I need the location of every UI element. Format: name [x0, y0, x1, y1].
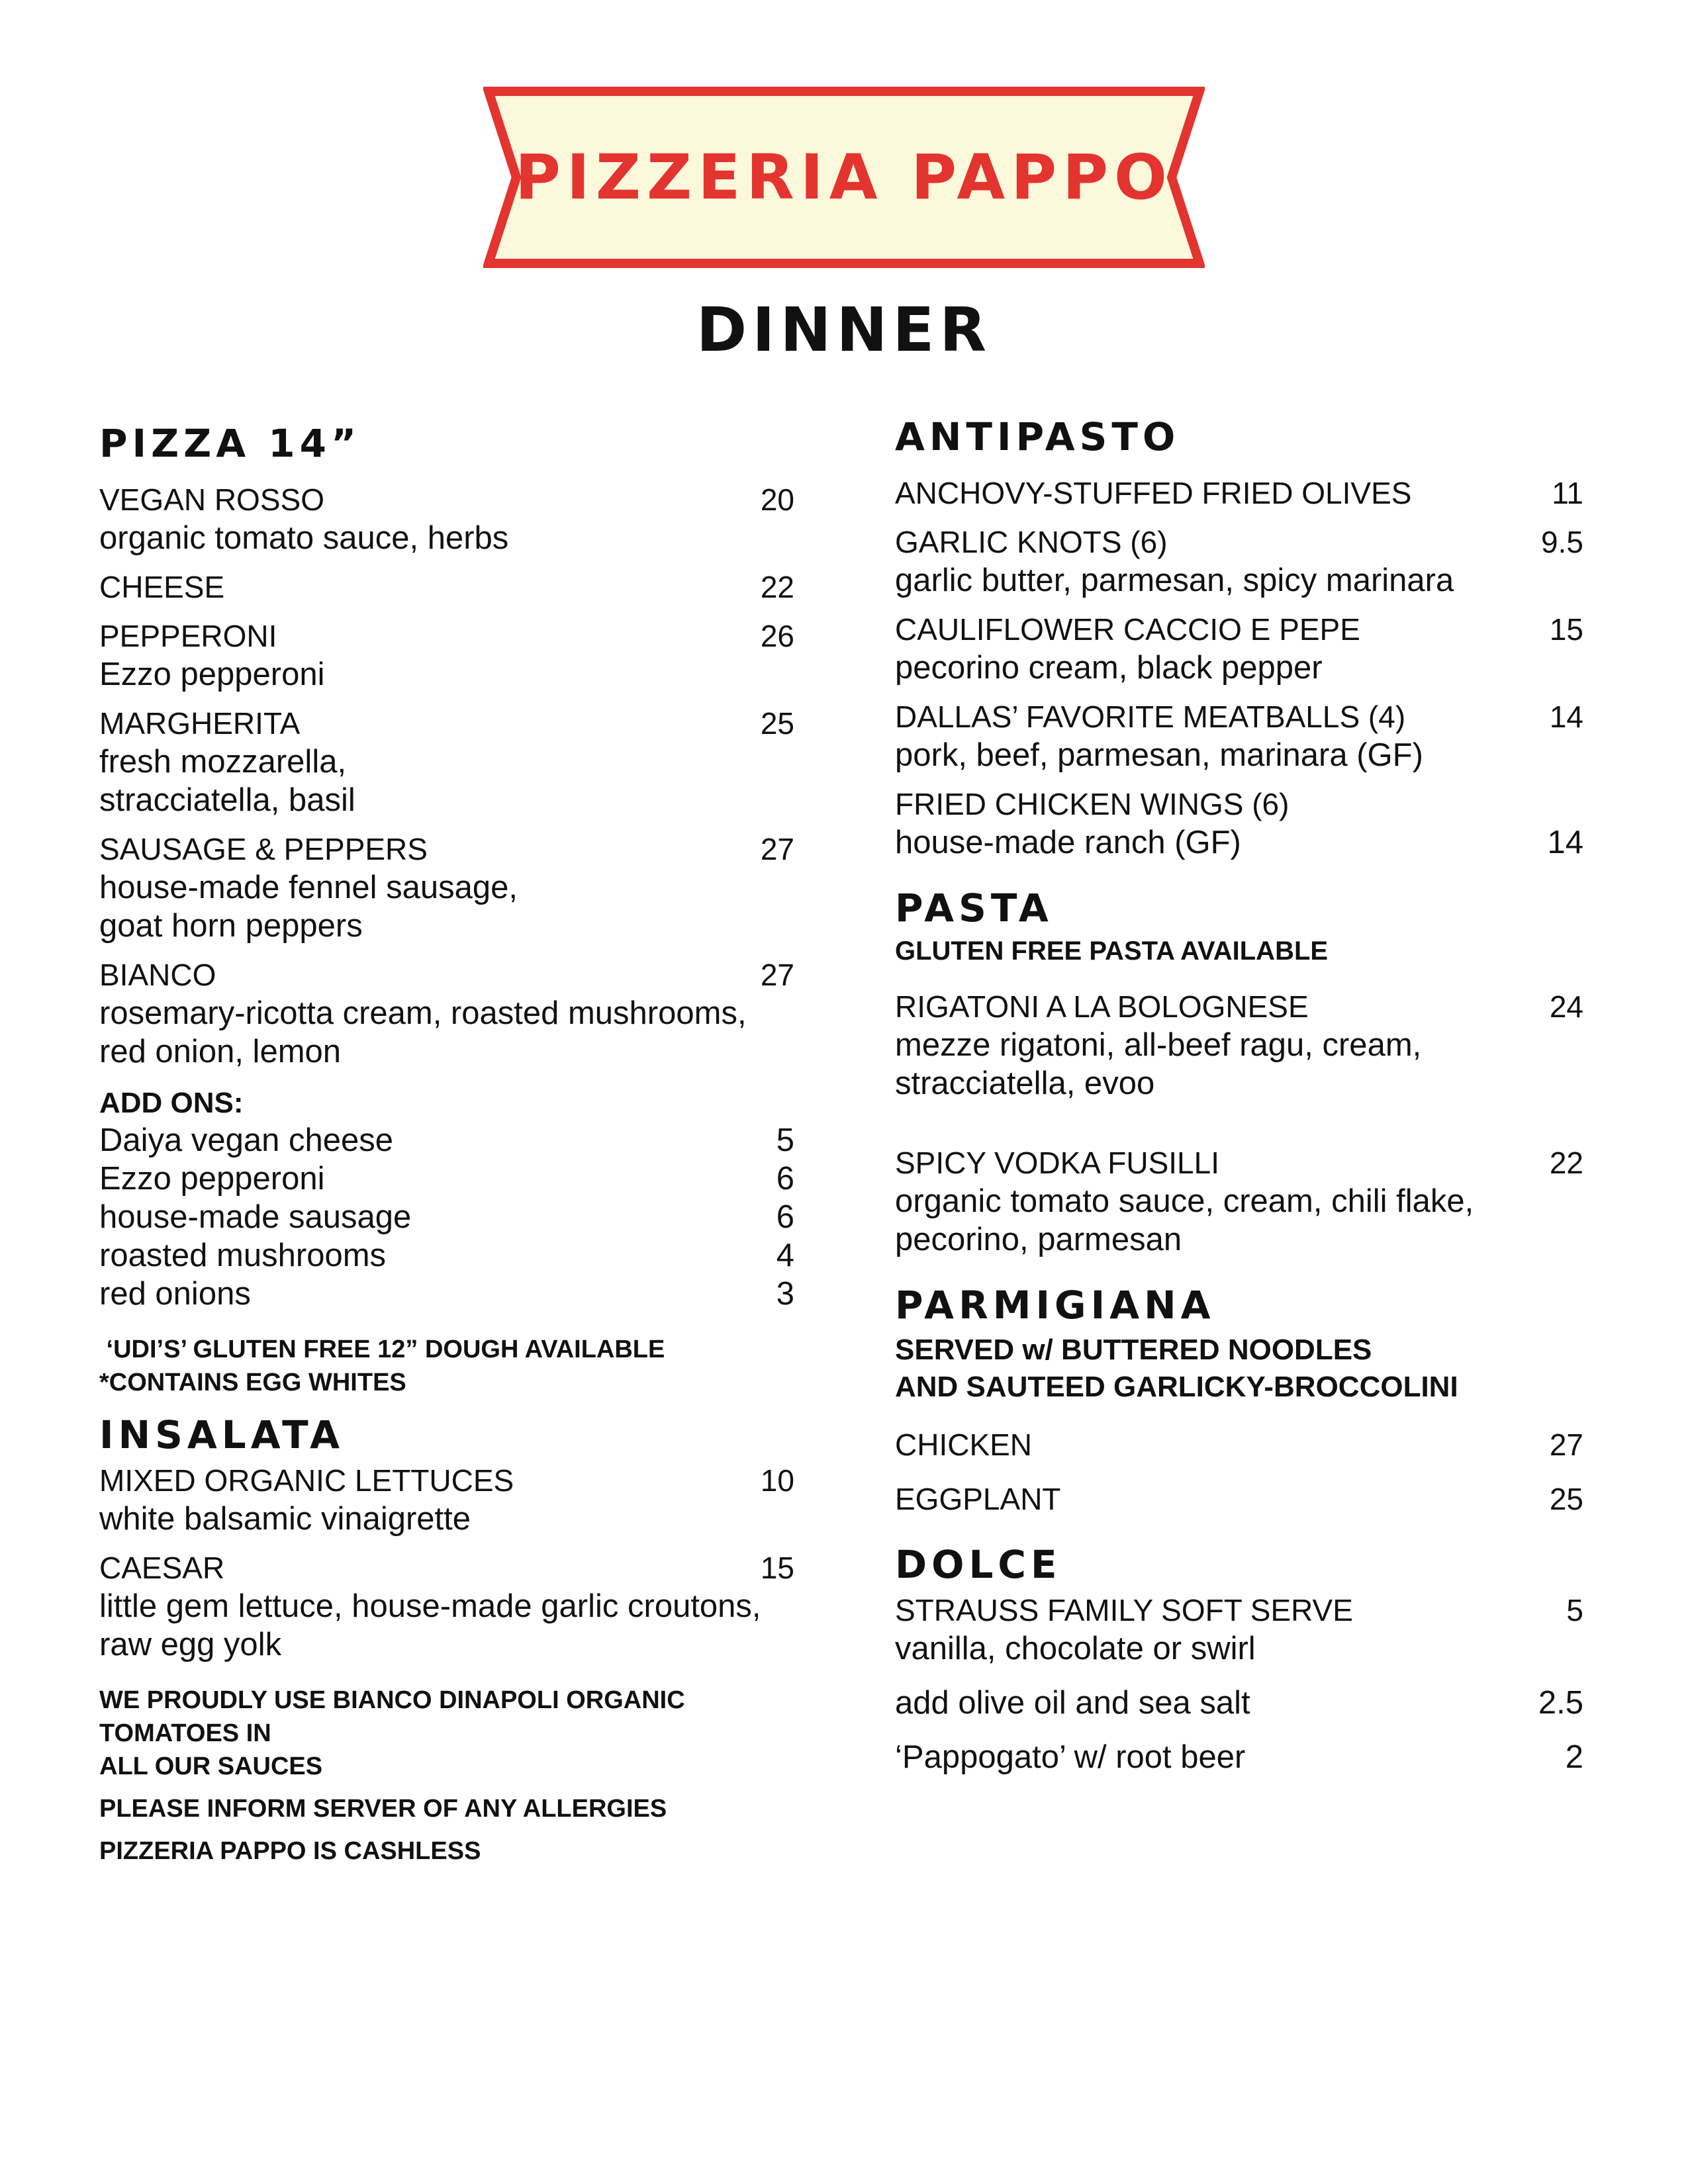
menu-item-soft-serve	[895, 1591, 1583, 1668]
addon-name: roasted mushrooms	[99, 1238, 387, 1273]
item-name: RIGATONI A LA BOLOGNESE	[895, 989, 1309, 1024]
menu-item-pappogato	[895, 1738, 1583, 1776]
item-price: 14	[1547, 825, 1583, 860]
item-description: house-made ranch (GF)	[895, 825, 1241, 860]
addon-item	[99, 1275, 794, 1313]
section-heading-antipasto: ANTIPASTO	[895, 414, 1180, 459]
addon-item	[99, 1198, 794, 1236]
menu-item-cheese	[99, 568, 794, 606]
addon-price: 3	[776, 1276, 794, 1312]
menu-item-meatballs	[895, 698, 1583, 774]
item-name: CAESAR	[99, 1551, 225, 1585]
addon-price: 6	[776, 1161, 794, 1197]
item-description: rosemary-ricotta cream, roasted mushrooms,	[99, 995, 747, 1031]
menu-item-vodka-fusilli	[895, 1144, 1583, 1259]
menu-item-margherita	[99, 704, 794, 819]
addon-item	[99, 1236, 794, 1275]
menu-item-cauliflower	[895, 610, 1583, 687]
addon-name: red onions	[99, 1276, 251, 1312]
addon-item	[99, 1121, 794, 1160]
item-name: PEPPERONI	[99, 619, 277, 653]
item-description: raw egg yolk	[99, 1627, 282, 1662]
item-description: mezze rigatoni, all-beef ragu, cream,	[895, 1027, 1422, 1063]
item-description: pecorino cream, black pepper	[895, 650, 1323, 686]
section-heading-parmigiana: PARMIGIANA	[895, 1283, 1215, 1328]
menu-item-sausage-peppers	[99, 830, 794, 945]
item-price: 25	[1549, 1482, 1583, 1516]
item-price: 15	[1549, 612, 1583, 647]
menu-item-olive-oil	[895, 1684, 1583, 1722]
menu-item-bianco	[99, 956, 794, 1071]
item-description: white balsamic vinaigrette	[99, 1501, 471, 1537]
item-name: FRIED CHICKEN WINGS (6)	[895, 787, 1289, 821]
item-price: 22	[760, 570, 794, 604]
addon-name: Ezzo pepperoni	[99, 1161, 325, 1197]
item-description: organic tomato sauce, cream, chili flake,	[895, 1183, 1474, 1219]
item-price: 10	[760, 1463, 794, 1498]
addon-name: Daiya vegan cheese	[99, 1122, 394, 1158]
addon-name: house-made sausage	[99, 1199, 412, 1235]
section-heading-dolce: DOLCE	[895, 1542, 1062, 1587]
item-description: goat horn peppers	[99, 908, 363, 944]
item-description: red onion, lemon	[99, 1034, 342, 1069]
item-name: BIANCO	[99, 958, 216, 992]
left-column	[99, 417, 794, 1868]
addon-price: 6	[776, 1199, 794, 1235]
pizza-notes	[99, 1333, 794, 1399]
item-price: 15	[760, 1551, 794, 1585]
item-name: SPICY VODKA FUSILLI	[895, 1146, 1220, 1180]
menu-item-rigatoni	[895, 987, 1583, 1103]
item-price: 14	[1549, 700, 1583, 734]
item-price: 2.5	[1538, 1685, 1583, 1721]
item-price: 20	[760, 482, 794, 517]
item-description: Ezzo pepperoni	[99, 657, 325, 692]
menu-item-chicken-wings	[895, 785, 1583, 862]
item-name: MARGHERITA	[99, 706, 301, 741]
footer-note-cashless: PIZZERIA PAPPO IS CASHLESS	[99, 1837, 481, 1865]
note-line: ‘UDI’S’ GLUTEN FREE 12” DOUGH AVAILABLE	[99, 1336, 665, 1363]
addon-price: 5	[776, 1122, 794, 1158]
item-name: CHEESE	[99, 570, 225, 604]
item-name: STRAUSS FAMILY SOFT SERVE	[895, 1593, 1353, 1627]
menu-item-fried-olives	[895, 474, 1583, 512]
menu-item-pepperoni	[99, 617, 794, 694]
item-description: vanilla, chocolate or swirl	[895, 1631, 1256, 1666]
item-price: 24	[1549, 989, 1583, 1024]
menu-item-chicken-parm	[895, 1426, 1583, 1464]
item-description: organic tomato sauce, herbs	[99, 520, 509, 556]
item-price: 27	[760, 958, 794, 992]
parmigiana-note: SERVED w/ BUTTERED NOODLES	[895, 1334, 1372, 1366]
item-price: 9.5	[1541, 525, 1583, 559]
item-description: pecorino, parmesan	[895, 1222, 1182, 1257]
item-name: add olive oil and sea salt	[895, 1685, 1250, 1721]
section-heading-pizza: PIZZA 14”	[99, 421, 361, 466]
item-description: house-made fennel sausage,	[99, 870, 518, 905]
addons-heading: ADD ONS:	[99, 1087, 244, 1119]
item-name: GARLIC KNOTS (6)	[895, 525, 1168, 559]
note-line: WE PROUDLY USE BIANCO DINAPOLI ORGANIC TOMATOES IN	[99, 1686, 685, 1747]
item-price: 2	[1565, 1739, 1583, 1775]
item-name: ANCHOVY-STUFFED FRIED OLIVES	[895, 476, 1412, 510]
pasta-note: GLUTEN FREE PASTA AVAILABLE	[895, 936, 1329, 966]
brand-name: PIZZERIA PAPPO	[515, 141, 1173, 214]
footer-note-tomatoes	[99, 1684, 794, 1783]
item-price: 5	[1566, 1593, 1583, 1627]
item-price: 22	[1549, 1146, 1583, 1180]
item-name: EGGPLANT	[895, 1482, 1061, 1516]
item-name: SAUSAGE & PEPPERS	[99, 832, 428, 866]
right-column	[895, 410, 1583, 1776]
item-name: MIXED ORGANIC LETTUCES	[99, 1463, 514, 1498]
menu-item-garlic-knots	[895, 523, 1583, 600]
item-price: 25	[760, 706, 794, 741]
item-price: 11	[1552, 476, 1583, 510]
item-name: ‘Pappogato’ w/ root beer	[895, 1739, 1246, 1775]
item-price: 27	[1549, 1428, 1583, 1462]
item-name: DALLAS’ FAVORITE MEATBALLS (4)	[895, 700, 1406, 734]
footer-note-allergies: PLEASE INFORM SERVER OF ANY ALLERGIES	[99, 1795, 667, 1823]
item-name: VEGAN ROSSO	[99, 482, 324, 517]
addon-price: 4	[776, 1238, 794, 1273]
item-description: pork, beef, parmesan, marinara (GF)	[895, 737, 1423, 773]
item-description: garlic butter, parmesan, spicy marinara	[895, 563, 1454, 598]
note-line: *CONTAINS EGG WHITES	[99, 1369, 406, 1396]
section-heading-insalata: INSALATA	[99, 1412, 345, 1457]
item-description: fresh mozzarella,	[99, 744, 347, 780]
note-line: ALL OUR SAUCES	[99, 1752, 323, 1780]
item-price: 26	[760, 619, 794, 653]
addon-item	[99, 1160, 794, 1198]
parmigiana-note: AND SAUTEED GARLICKY-BROCCOLINI	[895, 1371, 1458, 1403]
item-price: 27	[760, 832, 794, 866]
item-description: stracciatella, evoo	[895, 1066, 1155, 1101]
section-heading-pasta: PASTA	[895, 886, 1053, 931]
item-name: CHICKEN	[895, 1428, 1033, 1462]
menu-item-caesar	[99, 1549, 794, 1664]
item-name: CAULIFLOWER CACCIO E PEPE	[895, 612, 1360, 647]
menu-title: DINNER	[696, 295, 992, 365]
item-description: little gem lettuce, house-made garlic croutons,	[99, 1588, 761, 1624]
menu-item-eggplant-parm	[895, 1480, 1583, 1518]
item-description: stracciatella, basil	[99, 782, 355, 818]
menu-item-vegan-rosso	[99, 480, 794, 557]
menu-item-mixed-lettuces	[99, 1461, 794, 1538]
